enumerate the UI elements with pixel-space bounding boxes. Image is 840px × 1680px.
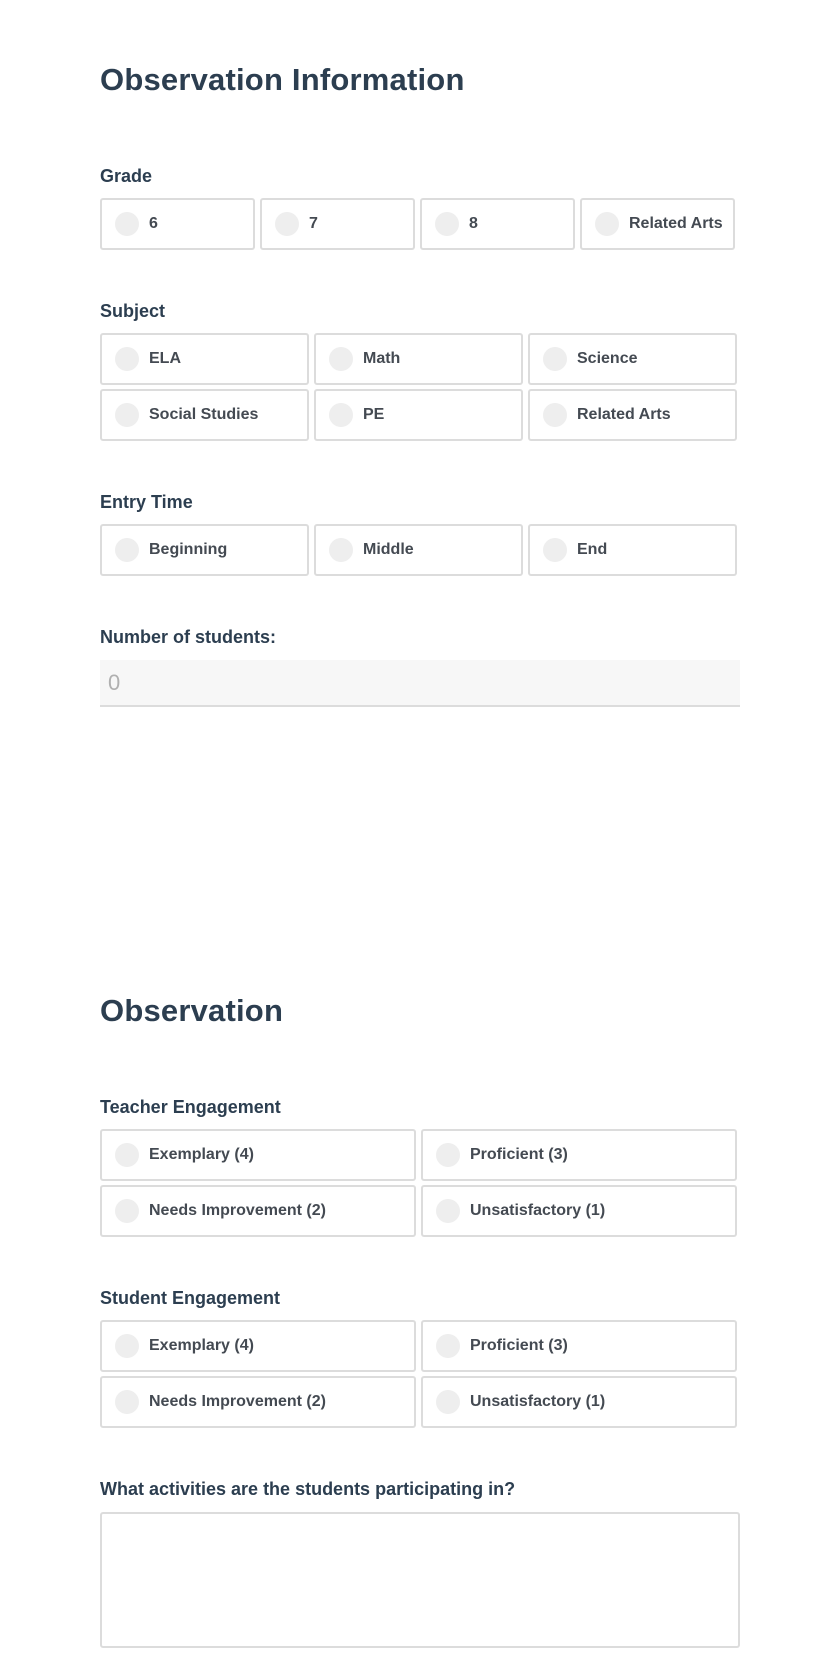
option-label: 8 <box>469 215 478 232</box>
radio-circle[interactable] <box>435 212 459 236</box>
option-label: Unsatisfactory (1) <box>470 1202 606 1219</box>
grade-option-6[interactable] <box>100 198 255 250</box>
radio-circle[interactable] <box>436 1143 460 1167</box>
option-label: PE <box>363 406 385 423</box>
radio-circle[interactable] <box>436 1199 460 1223</box>
option-label: Beginning <box>149 541 228 558</box>
subject-option-social-studies[interactable] <box>100 389 309 441</box>
teacher-engagement-option-exemplary[interactable] <box>100 1129 416 1181</box>
entry-time-option-end[interactable] <box>528 524 737 576</box>
option-label: 6 <box>149 215 158 232</box>
teacher-engagement-option-proficient[interactable] <box>421 1129 737 1181</box>
option-label: Social Studies <box>149 406 259 423</box>
student-engagement-label: Student Engagement <box>100 1288 281 1308</box>
student-engagement-option-proficient[interactable] <box>421 1320 737 1372</box>
option-label: Related Arts <box>577 406 671 423</box>
option-label: Proficient (3) <box>470 1337 568 1354</box>
radio-circle[interactable] <box>436 1334 460 1358</box>
subject-options-row-2 <box>100 389 737 441</box>
entry-time-options <box>100 524 737 576</box>
student-engagement-option-unsatisfactory[interactable] <box>421 1376 737 1428</box>
activities-textarea[interactable] <box>100 1512 740 1648</box>
radio-circle[interactable] <box>115 1143 139 1167</box>
option-label: End <box>577 541 608 558</box>
subject-options-row-1 <box>100 333 737 385</box>
radio-circle[interactable] <box>543 403 567 427</box>
option-label: Science <box>577 350 638 367</box>
option-label: Needs Improvement (2) <box>149 1393 326 1410</box>
radio-circle[interactable] <box>115 1390 139 1414</box>
option-label: Exemplary (4) <box>149 1337 254 1354</box>
student-engagement-option-exemplary[interactable] <box>100 1320 416 1372</box>
number-of-students-input[interactable] <box>100 660 740 707</box>
grade-option-related-arts[interactable] <box>580 198 735 250</box>
radio-circle[interactable] <box>329 538 353 562</box>
subject-option-related-arts[interactable] <box>528 389 737 441</box>
student-engagement-options-row-1 <box>100 1320 737 1372</box>
option-label: Exemplary (4) <box>149 1146 254 1163</box>
subject-option-math[interactable] <box>314 333 523 385</box>
teacher-engagement-option-unsatisfactory[interactable] <box>421 1185 737 1237</box>
subject-option-pe[interactable] <box>314 389 523 441</box>
entry-time-option-beginning[interactable] <box>100 524 309 576</box>
grade-option-8[interactable] <box>420 198 575 250</box>
teacher-engagement-option-needs-improvement[interactable] <box>100 1185 416 1237</box>
radio-circle[interactable] <box>543 538 567 562</box>
option-label: 7 <box>309 215 318 232</box>
option-label: Unsatisfactory (1) <box>470 1393 606 1410</box>
radio-circle[interactable] <box>115 1334 139 1358</box>
radio-circle[interactable] <box>115 212 139 236</box>
subject-option-ela[interactable] <box>100 333 309 385</box>
subject-option-science[interactable] <box>528 333 737 385</box>
radio-circle[interactable] <box>595 212 619 236</box>
activities-label: What activities are the students participating in? <box>100 1479 516 1499</box>
radio-circle[interactable] <box>275 212 299 236</box>
option-label: ELA <box>149 350 181 367</box>
radio-circle[interactable] <box>115 538 139 562</box>
radio-circle[interactable] <box>329 347 353 371</box>
radio-circle[interactable] <box>115 403 139 427</box>
radio-circle[interactable] <box>543 347 567 371</box>
teacher-engagement-options-row-1 <box>100 1129 737 1181</box>
observation-information-title: Observation Information <box>100 62 465 97</box>
option-label: Math <box>363 350 401 367</box>
teacher-engagement-label: Teacher Engagement <box>100 1097 281 1117</box>
radio-circle[interactable] <box>329 403 353 427</box>
grade-option-7[interactable] <box>260 198 415 250</box>
subject-label: Subject <box>100 301 166 321</box>
entry-time-label: Entry Time <box>100 492 193 512</box>
observation-title: Observation <box>100 993 284 1028</box>
student-engagement-options-row-2 <box>100 1376 737 1428</box>
entry-time-option-middle[interactable] <box>314 524 523 576</box>
radio-circle[interactable] <box>115 347 139 371</box>
option-label: Middle <box>363 541 414 558</box>
grade-label: Grade <box>100 166 153 186</box>
option-label: Needs Improvement (2) <box>149 1202 326 1219</box>
option-label: Related Arts <box>629 215 723 232</box>
grade-options <box>100 198 735 250</box>
option-label: Proficient (3) <box>470 1146 568 1163</box>
number-of-students-label: Number of students: <box>100 627 277 647</box>
radio-circle[interactable] <box>115 1199 139 1223</box>
radio-circle[interactable] <box>436 1390 460 1414</box>
teacher-engagement-options-row-2 <box>100 1185 737 1237</box>
student-engagement-option-needs-improvement[interactable] <box>100 1376 416 1428</box>
